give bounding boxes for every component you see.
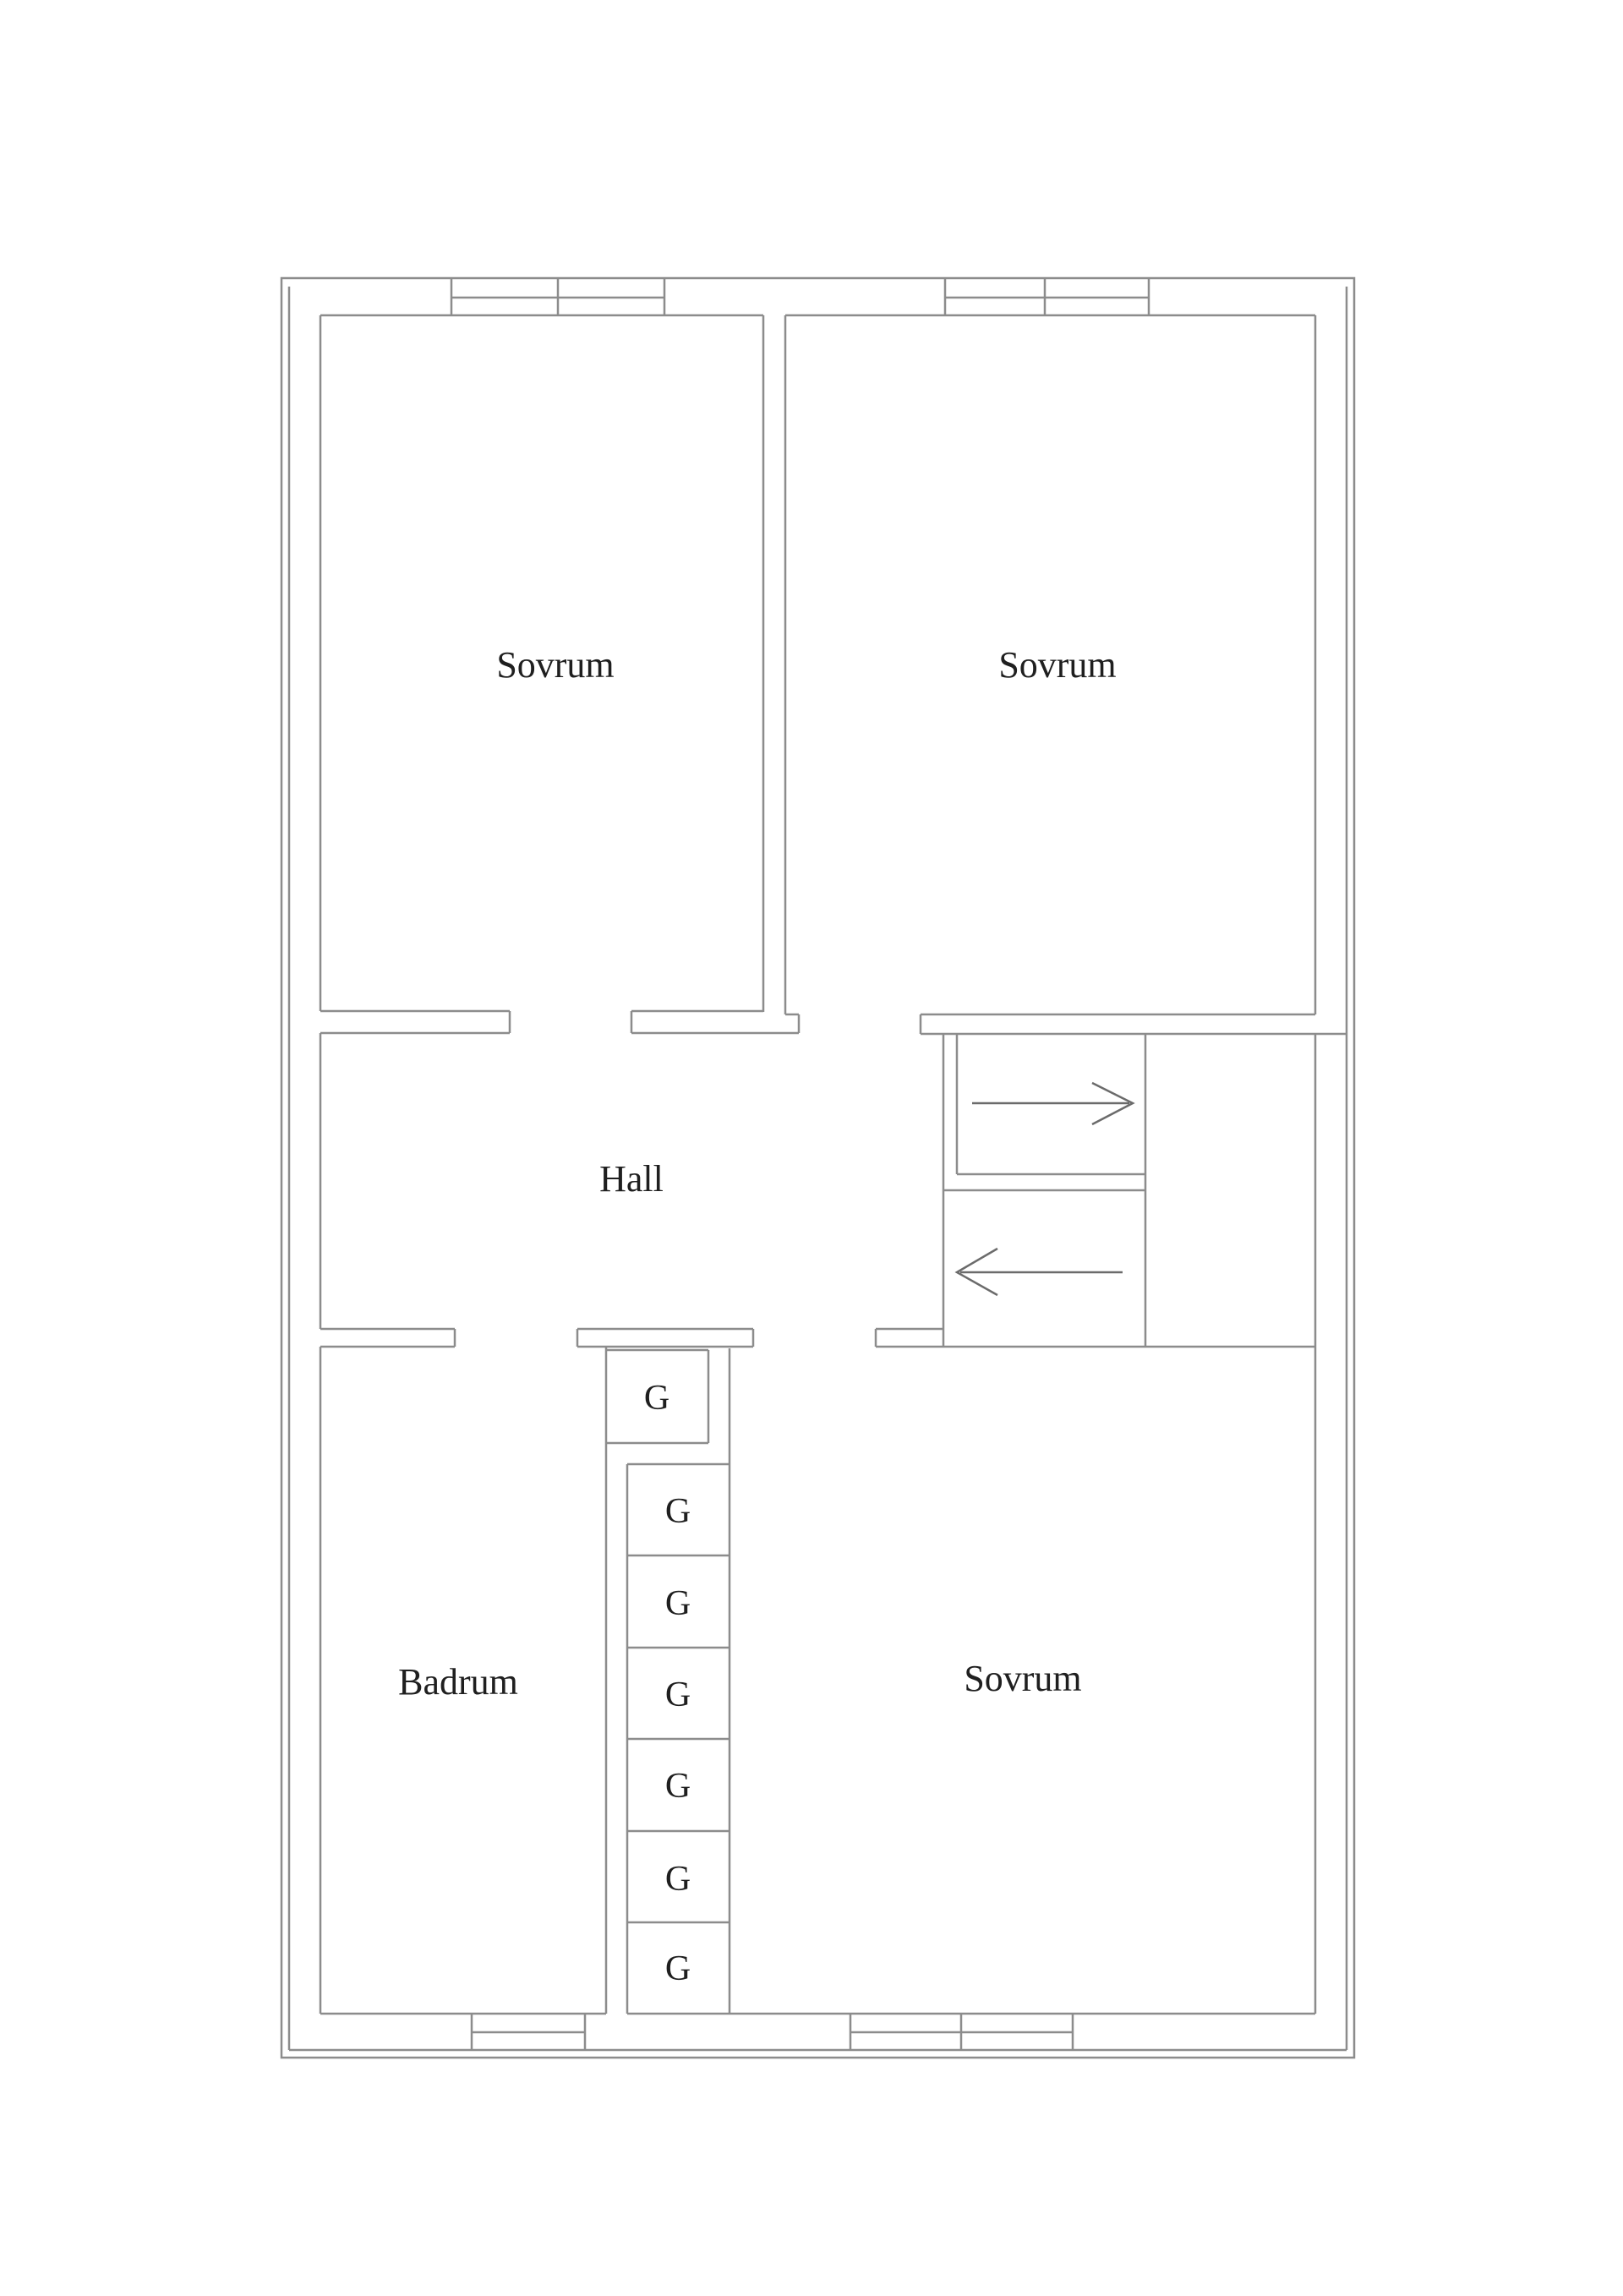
room-label-sovrum-bottom: Sovrum xyxy=(964,1658,1082,1699)
stair-up-arrow-icon xyxy=(972,1083,1133,1124)
top-wall-windows xyxy=(451,278,1149,315)
room-label-hall: Hall xyxy=(599,1158,664,1200)
room-label-badrum: Badrum xyxy=(398,1661,518,1703)
bottom-wall-windows xyxy=(472,2014,1073,2050)
interior-walls xyxy=(320,315,1347,2014)
room-label-sovrum-top-right: Sovrum xyxy=(998,644,1117,686)
stair-down-arrow-icon xyxy=(957,1249,1123,1295)
closet-label-7: G xyxy=(664,1949,691,1988)
exterior-walls xyxy=(281,278,1354,2058)
closet-label-5: G xyxy=(664,1767,691,1806)
closet-label-6: G xyxy=(664,1860,691,1899)
closet-label-2: G xyxy=(664,1492,691,1531)
closet-label-1: G xyxy=(643,1379,670,1418)
closet-label-4: G xyxy=(664,1676,691,1714)
stairwell-walls xyxy=(943,1034,1145,1347)
room-label-sovrum-top-left: Sovrum xyxy=(496,644,615,686)
closet-label-3: G xyxy=(664,1584,691,1623)
